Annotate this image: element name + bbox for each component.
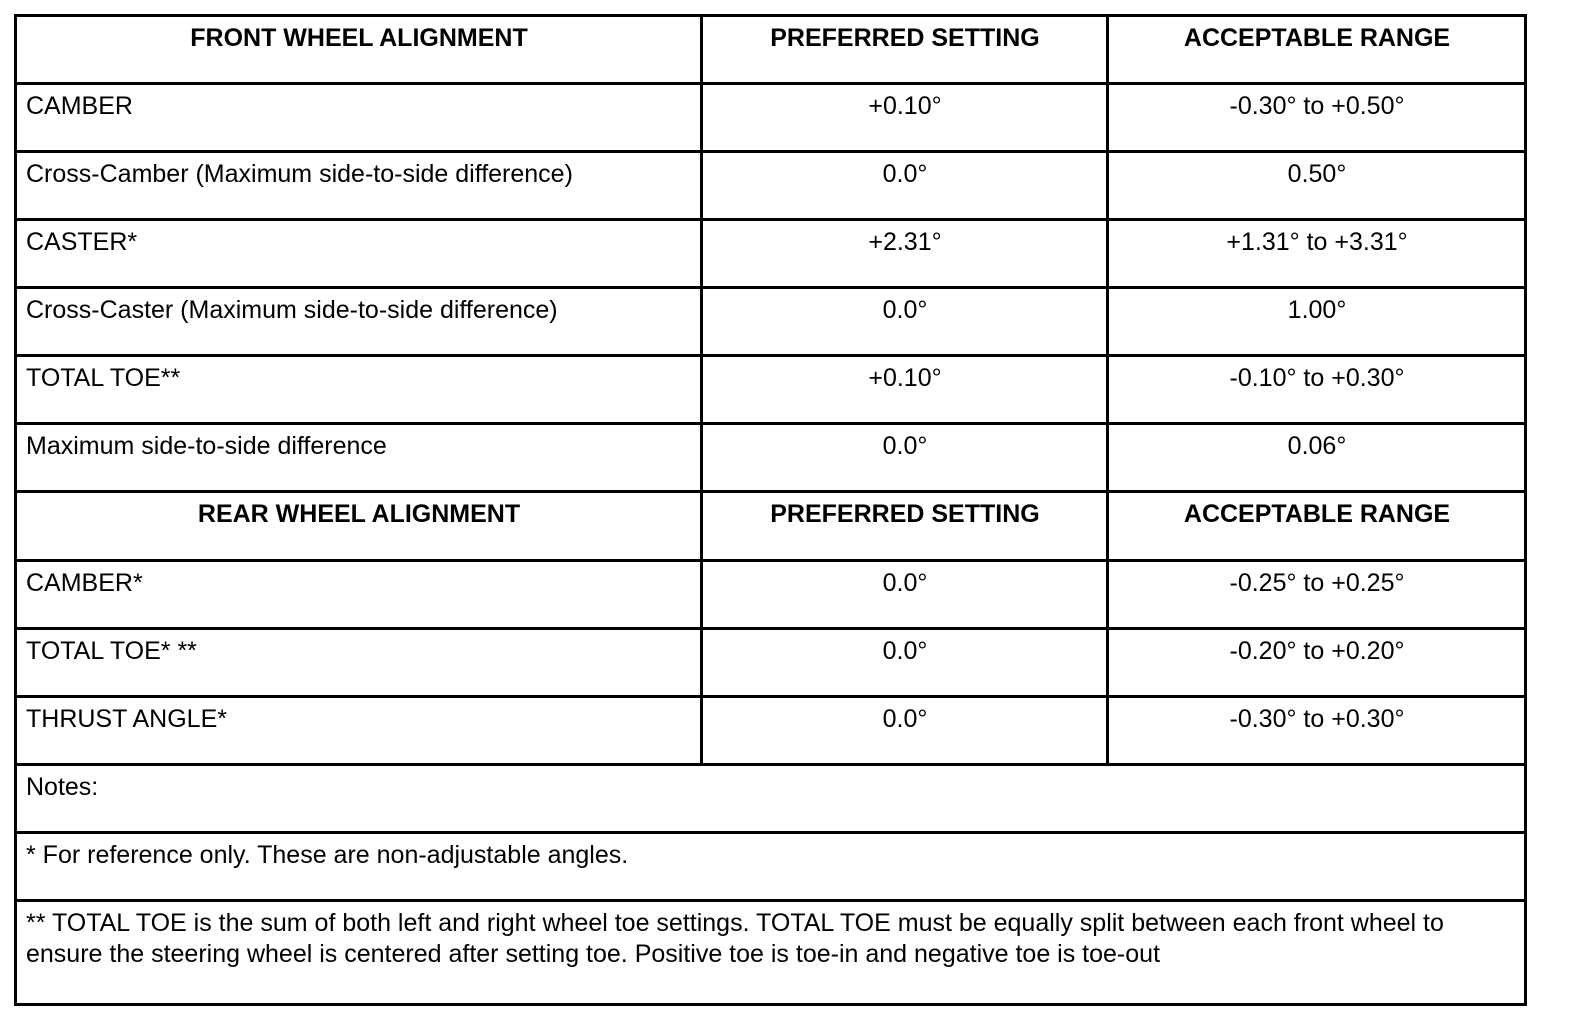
spec-label: Cross-Caster (Maximum side-to-side difference) (16, 288, 702, 356)
range-value: -0.30° to +0.50° (1108, 84, 1526, 152)
notes-heading: Notes: (16, 764, 1526, 832)
spec-label: THRUST ANGLE* (16, 696, 702, 764)
preferred-value: +0.10° (702, 356, 1108, 424)
front-preferred-header: PREFERRED SETTING (702, 16, 1108, 84)
table-row (16, 696, 1526, 764)
range-value: 0.50° (1108, 152, 1526, 220)
front-title-header: FRONT WHEEL ALIGNMENT (16, 16, 702, 84)
spec-label: TOTAL TOE* ** (16, 628, 702, 696)
rear-title-header: REAR WHEEL ALIGNMENT (16, 492, 702, 560)
table-row (16, 424, 1526, 492)
note-row (16, 832, 1526, 900)
rear-range-header: ACCEPTABLE RANGE (1108, 492, 1526, 560)
range-value: +1.31° to +3.31° (1108, 220, 1526, 288)
preferred-value: 0.0° (702, 152, 1108, 220)
spec-label: CAMBER (16, 84, 702, 152)
note-row (16, 900, 1526, 1004)
table-row (16, 560, 1526, 628)
spec-label: TOTAL TOE** (16, 356, 702, 424)
spec-label: CAMBER* (16, 560, 702, 628)
wheel-alignment-spec-table (14, 14, 1527, 1006)
preferred-value: +2.31° (702, 220, 1108, 288)
spec-label: Cross-Camber (Maximum side-to-side difference) (16, 152, 702, 220)
rear-preferred-header: PREFERRED SETTING (702, 492, 1108, 560)
front-header-row (16, 16, 1526, 84)
table-row (16, 84, 1526, 152)
rear-header-row (16, 492, 1526, 560)
spec-label: Maximum side-to-side difference (16, 424, 702, 492)
range-value: -0.20° to +0.20° (1108, 628, 1526, 696)
preferred-value: 0.0° (702, 288, 1108, 356)
preferred-value: 0.0° (702, 560, 1108, 628)
table-row (16, 356, 1526, 424)
preferred-value: 0.0° (702, 424, 1108, 492)
table-row (16, 288, 1526, 356)
preferred-value: 0.0° (702, 628, 1108, 696)
table-row (16, 628, 1526, 696)
notes-heading-row (16, 764, 1526, 832)
preferred-value: 0.0° (702, 696, 1108, 764)
front-range-header: ACCEPTABLE RANGE (1108, 16, 1526, 84)
spec-label: CASTER* (16, 220, 702, 288)
table-row (16, 152, 1526, 220)
range-value: -0.30° to +0.30° (1108, 696, 1526, 764)
note-total-toe: ** TOTAL TOE is the sum of both left and right wheel toe settings. TOTAL TOE must be equally split between each front wheel to ensure the steering wheel is centered after setting toe. Positive toe is toe-in and negative toe is toe-out (16, 900, 1526, 1004)
range-value: 0.06° (1108, 424, 1526, 492)
preferred-value: +0.10° (702, 84, 1108, 152)
table-row (16, 220, 1526, 288)
note-reference-only: * For reference only. These are non-adjustable angles. (16, 832, 1526, 900)
range-value: 1.00° (1108, 288, 1526, 356)
range-value: -0.10° to +0.30° (1108, 356, 1526, 424)
range-value: -0.25° to +0.25° (1108, 560, 1526, 628)
